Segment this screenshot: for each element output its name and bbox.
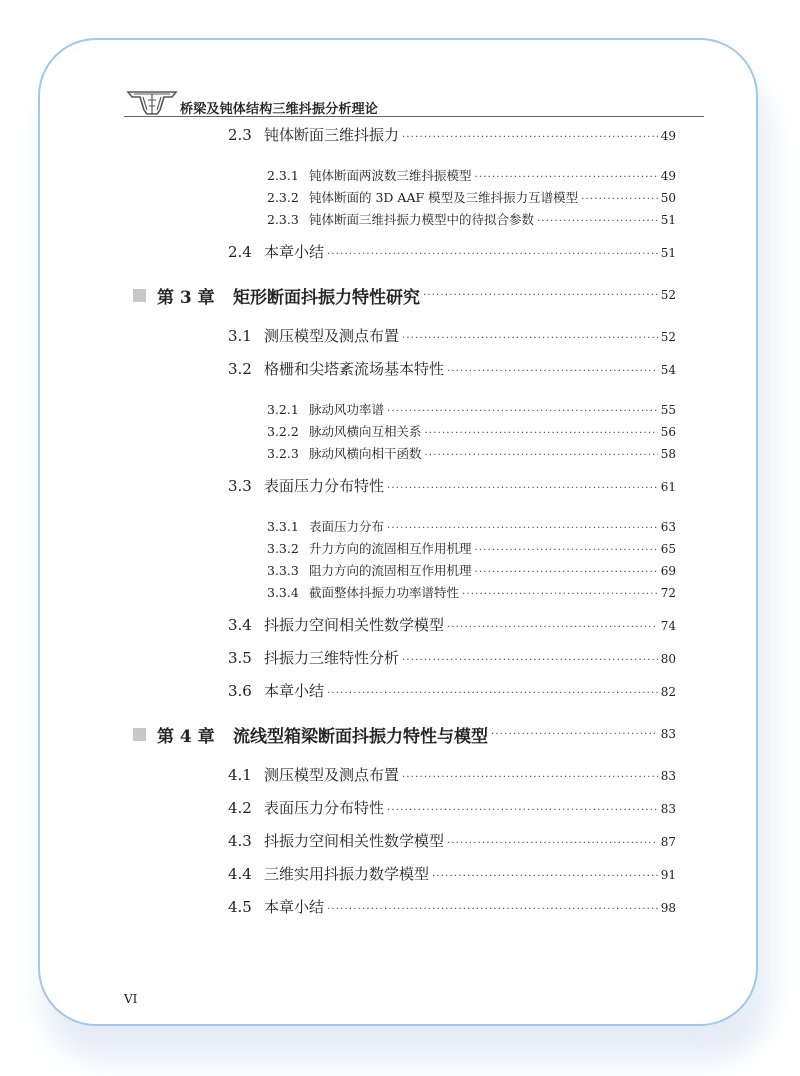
- toc-subsection-title: 钝体断面三维抖振力模型中的待拟合参数: [309, 212, 535, 227]
- toc-subsection-page-number: 50: [660, 191, 676, 205]
- toc-section-number: 4.2: [228, 799, 252, 817]
- toc-chapter-row[interactable]: [128, 274, 676, 316]
- toc-section-title: 本章小结: [264, 898, 325, 916]
- toc-section-page-number: 54: [660, 363, 676, 377]
- leader-dots: [402, 333, 658, 344]
- toc-spacer: [128, 508, 676, 517]
- toc-subsection-title: 脉动风横向互相关系: [309, 424, 422, 439]
- toc-section-row[interactable]: [128, 764, 676, 797]
- leader-dots: [432, 871, 658, 882]
- toc-subsection-row[interactable]: [128, 210, 676, 232]
- leader-dots: [491, 729, 658, 740]
- toc-subsection-number: 3.3.4: [267, 585, 299, 600]
- toc-subsection-page-number: 65: [660, 542, 676, 556]
- toc-section-title: 测压模型及测点布置: [264, 766, 400, 784]
- toc-section-number: 2.4: [228, 243, 252, 261]
- toc-section-row[interactable]: [128, 325, 676, 358]
- leader-dots: [462, 589, 658, 600]
- toc-spacer: [128, 391, 676, 400]
- toc-chapter-title: 矩形断面抖振力特性研究: [233, 287, 420, 308]
- running-header-title: 桥梁及钝体结构三维抖振分析理论: [180, 102, 379, 117]
- leader-dots: [475, 567, 658, 578]
- toc-section-page-number: 49: [660, 129, 676, 143]
- toc-subsection-row[interactable]: [128, 444, 676, 466]
- leader-dots: [402, 132, 658, 143]
- toc-section-title: 抖振力空间相关性数学模型: [264, 832, 445, 850]
- toc-chapter-page-number: 52: [660, 288, 676, 302]
- leader-dots: [475, 172, 658, 183]
- toc-spacer: [128, 755, 676, 764]
- toc-subsection-number: 3.3.1: [267, 519, 299, 534]
- leader-dots: [327, 904, 658, 915]
- toc-section-title: 三维实用抖振力数学模型: [264, 865, 430, 883]
- toc-subsection-title: 阻力方向的流固相互作用机理: [309, 563, 472, 578]
- toc-section-page-number: 74: [660, 619, 676, 633]
- leader-dots: [402, 772, 658, 783]
- leader-dots: [447, 838, 658, 849]
- leader-dots: [425, 450, 658, 461]
- toc-section-title: 测压模型及测点布置: [264, 327, 400, 345]
- toc-section-number: 3.4: [228, 616, 252, 634]
- toc-chapter-title: 流线型箱梁断面抖振力特性与模型: [233, 726, 488, 747]
- toc-spacer: [128, 316, 676, 325]
- toc-section-page-number: 52: [660, 330, 676, 344]
- toc-section-title: 抖振力三维特性分析: [264, 649, 400, 667]
- toc-section-row[interactable]: [128, 863, 676, 896]
- leader-dots: [402, 655, 658, 666]
- toc-section-row[interactable]: [128, 124, 676, 157]
- toc-section-number: 3.5: [228, 649, 252, 667]
- toc-section-number: 2.3: [228, 126, 252, 144]
- leader-dots: [327, 688, 658, 699]
- leader-dots: [447, 622, 658, 633]
- toc-subsection-page-number: 49: [660, 169, 676, 183]
- toc-subsection-row[interactable]: [128, 539, 676, 561]
- toc-subsection-page-number: 58: [660, 447, 676, 461]
- leader-dots: [327, 249, 658, 260]
- toc-section-title: 本章小结: [264, 682, 325, 700]
- toc-section-title: 表面压力分布特性: [264, 799, 385, 817]
- toc-subsection-number: 3.2.3: [267, 446, 299, 461]
- table-of-contents: [128, 124, 676, 929]
- toc-spacer: [128, 605, 676, 614]
- bridge-logo-icon: [126, 88, 178, 118]
- toc-subsection-number: 2.3.3: [267, 212, 299, 227]
- toc-section-row[interactable]: [128, 647, 676, 680]
- toc-subsection-number: 3.3.3: [267, 563, 299, 578]
- toc-subsection-page-number: 72: [660, 586, 676, 600]
- toc-section-page-number: 83: [660, 769, 676, 783]
- toc-section-number: 3.1: [228, 327, 252, 345]
- toc-section-number: 3.6: [228, 682, 252, 700]
- toc-subsection-number: 3.3.2: [267, 541, 299, 556]
- leader-dots: [423, 290, 658, 301]
- toc-subsection-page-number: 55: [660, 403, 676, 417]
- toc-section-page-number: 61: [660, 480, 676, 494]
- toc-subsection-title: 钝体断面的 3D AAF 模型及三维抖振力互谱模型: [309, 190, 579, 205]
- leader-dots: [387, 805, 658, 816]
- toc-section-page-number: 91: [660, 868, 676, 882]
- toc-section-page-number: 87: [660, 835, 676, 849]
- toc-subsection-number: 2.3.1: [267, 168, 299, 183]
- toc-section-row[interactable]: [128, 680, 676, 713]
- toc-subsection-page-number: 56: [660, 425, 676, 439]
- toc-section-row[interactable]: [128, 830, 676, 863]
- toc-section-row[interactable]: [128, 241, 676, 274]
- leader-dots: [537, 216, 658, 227]
- toc-section-page-number: 82: [660, 685, 676, 699]
- toc-section-page-number: 98: [660, 901, 676, 915]
- toc-section-page-number: 80: [660, 652, 676, 666]
- toc-chapter-number: 第 4 章: [157, 726, 215, 747]
- toc-subsection-row[interactable]: [128, 561, 676, 583]
- toc-subsection-title: 升力方向的流固相互作用机理: [309, 541, 472, 556]
- toc-chapter-page-number: 83: [660, 727, 676, 741]
- toc-subsection-number: 3.2.2: [267, 424, 299, 439]
- toc-subsection-number: 2.3.2: [267, 190, 299, 205]
- leader-dots: [387, 523, 658, 534]
- toc-chapter-row[interactable]: [128, 713, 676, 755]
- toc-section-title: 钝体断面三维抖振力: [264, 126, 400, 144]
- toc-subsection-title: 脉动风横向相干函数: [309, 446, 422, 461]
- running-header: [124, 88, 704, 120]
- toc-spacer: [128, 232, 676, 241]
- toc-section-row[interactable]: [128, 358, 676, 391]
- toc-section-number: 3.2: [228, 360, 252, 378]
- toc-section-number: 3.3: [228, 477, 252, 495]
- toc-section-number: 4.5: [228, 898, 252, 916]
- toc-section-number: 4.4: [228, 865, 252, 883]
- toc-section-title: 表面压力分布特性: [264, 477, 385, 495]
- toc-subsection-title: 钝体断面两波数三维抖振模型: [309, 168, 472, 183]
- toc-section-row[interactable]: [128, 475, 676, 508]
- toc-subsection-number: 3.2.1: [267, 402, 299, 417]
- toc-subsection-row[interactable]: [128, 517, 676, 539]
- chapter-square-icon: [133, 728, 146, 741]
- toc-subsection-title: 表面压力分布: [309, 519, 385, 534]
- toc-subsection-row[interactable]: [128, 400, 676, 422]
- leader-dots: [425, 428, 658, 439]
- toc-subsection-title: 脉动风功率谱: [309, 402, 385, 417]
- toc-section-number: 4.3: [228, 832, 252, 850]
- leader-dots: [475, 545, 658, 556]
- leader-dots: [581, 194, 658, 205]
- toc-subsection-page-number: 69: [660, 564, 676, 578]
- page-folio: VI: [124, 992, 138, 1006]
- toc-section-title: 抖振力空间相关性数学模型: [264, 616, 445, 634]
- toc-section-title: 本章小结: [264, 243, 325, 261]
- chapter-square-icon: [133, 289, 146, 302]
- toc-section-row[interactable]: [128, 896, 676, 929]
- toc-section-page-number: 83: [660, 802, 676, 816]
- toc-spacer: [128, 466, 676, 475]
- toc-section-title: 格栅和尖塔紊流场基本特性: [264, 360, 445, 378]
- leader-dots: [387, 483, 658, 494]
- toc-subsection-row[interactable]: [128, 188, 676, 210]
- header-rule: [124, 116, 704, 117]
- toc-section-row[interactable]: [128, 614, 676, 647]
- toc-subsection-row[interactable]: [128, 422, 676, 444]
- toc-section-page-number: 51: [660, 246, 676, 260]
- leader-dots: [387, 406, 658, 417]
- toc-subsection-page-number: 51: [660, 213, 676, 227]
- toc-subsection-title: 截面整体抖振力功率谱特性: [309, 585, 460, 600]
- leader-dots: [447, 366, 658, 377]
- toc-subsection-row[interactable]: [128, 166, 676, 188]
- toc-section-number: 4.1: [228, 766, 252, 784]
- toc-subsection-page-number: 63: [660, 520, 676, 534]
- toc-spacer: [128, 157, 676, 166]
- toc-section-row[interactable]: [128, 797, 676, 830]
- toc-chapter-number: 第 3 章: [157, 287, 215, 308]
- toc-subsection-row[interactable]: [128, 583, 676, 605]
